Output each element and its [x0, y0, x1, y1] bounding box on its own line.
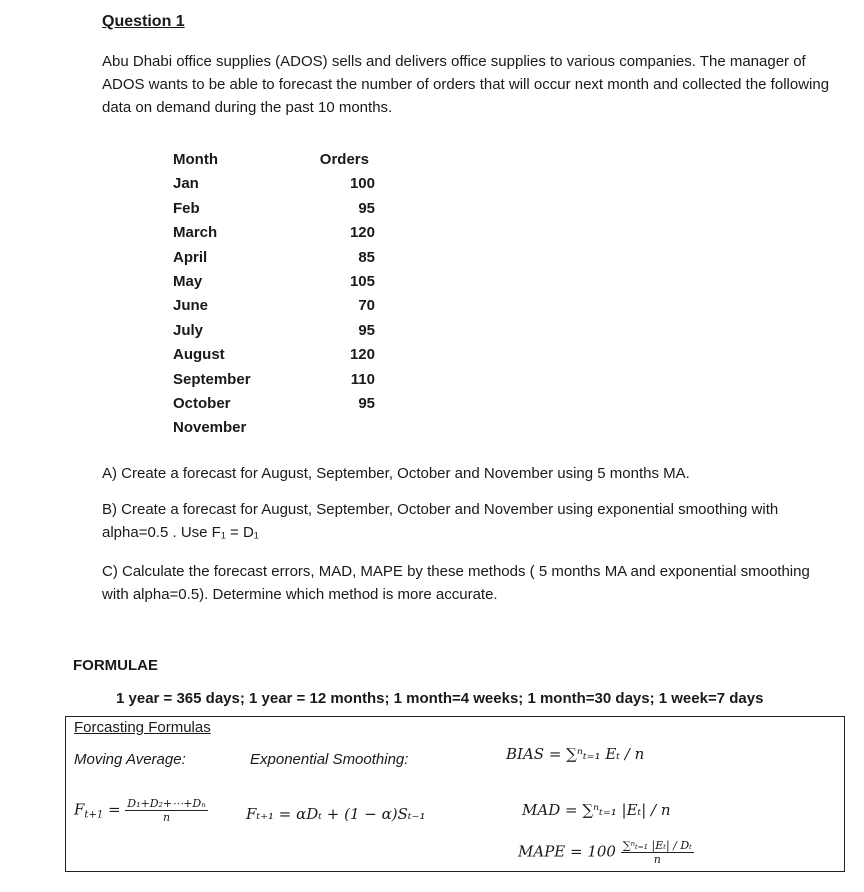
table-row: [173, 270, 383, 294]
month-cell: June: [173, 297, 209, 315]
orders-cell: 85: [358, 248, 375, 266]
unit-conversions: 1 year = 365 days; 1 year = 12 months; 1 month=4 weeks; 1 month=30 days; 1 week=7 days: [116, 690, 764, 707]
orders-cell: 95: [358, 321, 375, 339]
moving-average-formula: $F_{t+1}$ = $\frac{\text{D₁+D₂+⋯+Dₙ}}{n}$: [74, 797, 206, 824]
month-cell: November: [173, 419, 247, 437]
mape-formula: MAPE = 100 $\frac{\text{∑ⁿₜ₌₁ |Eₜ| / Dₜ}}{n}$: [518, 839, 692, 866]
table-row: [173, 416, 383, 440]
month-cell: Jan: [173, 175, 199, 193]
month-cell: Feb: [173, 199, 200, 217]
orders-cell: 95: [358, 199, 375, 217]
month-cell: March: [173, 224, 218, 242]
table-row: [173, 221, 383, 245]
table-row: [173, 197, 383, 221]
month-cell: September: [173, 370, 251, 388]
mape-coefficient: 100: [587, 842, 616, 861]
formulae-heading: FORMULAE: [73, 657, 158, 674]
ma-denominator: n: [162, 811, 171, 824]
table-row: [173, 319, 383, 343]
moving-average-label: Moving Average:: [74, 751, 186, 768]
orders-cell: 70: [358, 297, 375, 315]
orders-cell: 105: [349, 272, 375, 290]
bias-rhs: ∑ⁿₜ₌₁ Eₜ / n: [566, 745, 645, 763]
table-row: [173, 172, 383, 196]
orders-cell: 100: [349, 175, 375, 193]
orders-cell: 110: [350, 370, 375, 388]
ma-lhs: F: [74, 800, 85, 819]
table-row: [173, 368, 383, 392]
orders-table: [173, 148, 383, 441]
mape-numerator: ∑ⁿₜ₌₁ |Eₜ| / Dₜ: [622, 839, 692, 852]
part-c: C) Calculate the forecast errors, MAD, MAPE by these methods ( 5 months MA and exponential smoothing with alpha=0.5). Determine which method is more accurate.: [102, 563, 810, 603]
mad-formula: MAD = ∑ⁿₜ₌₁ |Eₜ| / n: [522, 801, 671, 819]
bias-lhs: BIAS: [506, 745, 545, 763]
mad-lhs: MAD: [522, 801, 561, 819]
orders-column-header: Orders: [319, 151, 369, 168]
table-row: [173, 343, 383, 367]
part-b: B) Create a forecast for August, September, October and November using exponential smoothing with alpha=0.5 . Use F₁ = D₁: [102, 501, 779, 541]
orders-cell: 120: [349, 346, 375, 364]
table-header: [173, 148, 383, 172]
question-intro: Abu Dhabi office supplies (ADOS) sells and delivers office supplies to various companies. The manager of ADOS wants to be able to forecast the number of orders that will occur next month and collected the following data on demand during the past 10 months.: [102, 53, 830, 116]
table-row: [173, 294, 383, 318]
exp-smoothing-label: Exponential Smoothing:: [250, 751, 409, 768]
ma-lhs-sub: t+1: [84, 809, 104, 821]
month-cell: May: [173, 272, 203, 290]
mape-fraction: [621, 839, 694, 866]
mape-lhs: MAPE: [518, 842, 566, 861]
exp-smoothing-formula: Fₜ₊₁ = αDₜ + (1 − α)Sₜ₋₁: [246, 805, 426, 823]
formula-box-title: Forcasting Formulas: [74, 719, 211, 736]
ma-fraction: [125, 797, 207, 824]
bias-formula: BIAS = ∑ⁿₜ₌₁ Eₜ / n: [506, 745, 645, 763]
mad-rhs: ∑ⁿₜ₌₁ |Eₜ| / n: [582, 801, 671, 819]
orders-cell: 120: [349, 224, 375, 242]
table-row: [173, 246, 383, 270]
month-column-header: Month: [173, 151, 218, 168]
orders-cell: 95: [358, 394, 375, 412]
month-cell: July: [173, 321, 204, 339]
question-heading: Question 1: [102, 13, 185, 30]
month-cell: April: [173, 248, 208, 266]
ma-numerator: D₁+D₂+⋯+Dₙ: [127, 797, 206, 810]
formula-box: [65, 716, 845, 872]
part-a: A) Create a forecast for August, September, October and November using 5 months MA.: [102, 465, 690, 482]
mape-denominator: n: [653, 853, 661, 866]
table-row: [173, 392, 383, 416]
month-cell: August: [173, 346, 225, 364]
month-cell: October: [173, 394, 231, 412]
